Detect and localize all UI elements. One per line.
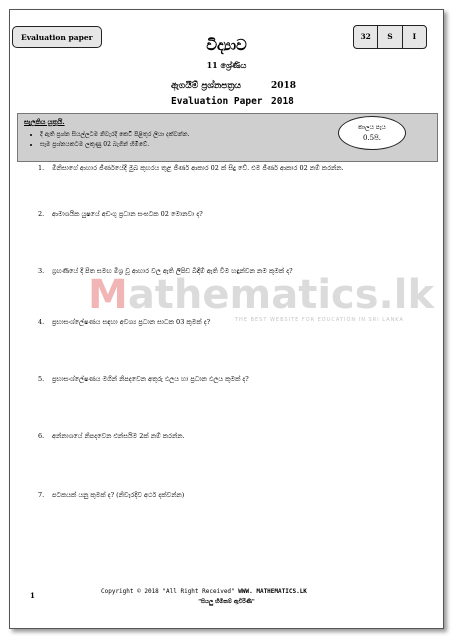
question-text: ග්‍රහණියේ දී පිත සමඟ මිශ්‍ර වූ ආහාර වල ඇති ලිපිඩ බිඳීම් ඇති වීම හඳුන්වන නම කුමක් ද? [52,267,293,275]
exam-label-si: ඇගයීම් ප්‍රශ්නපත්‍රය [171,81,242,91]
question-text: අන්නාශයේ නිපදවෙන එන්සයිම 2ක් නම් කරන්න. [52,432,185,440]
question-text: ආමාශයික යුෂයේ අඩංගු ප්‍රධාන සංඝටක 02 මොනවා ද? [52,210,203,218]
question-number: 2. [38,210,45,218]
copyright-text: Copyright © 2018 "All Right Received" [101,588,235,595]
question-number: 1. [38,164,45,172]
instructions-list [26,130,190,150]
page-number: 1 [30,591,35,600]
paper-type-tag: Evaluation paper [12,26,102,48]
question-number: 4. [38,318,45,326]
question-6 [38,432,185,441]
question-number: 6. [38,432,45,440]
instructions-heading: සැලකිය යුතුයි. [24,118,65,126]
watermark-logo [88,272,434,318]
code-part: I [412,32,417,41]
time-value: 0.5පි. [362,134,382,142]
time-label: කාලය පැය [358,124,386,131]
question-4 [38,318,210,327]
question-7 [38,491,184,500]
footer-site-link[interactable]: WWW. MATHEMATICS.LK [238,588,307,595]
exam-label-en: Evaluation Paper [171,96,263,107]
time-allowed-oval [338,116,406,150]
exam-year: 2018 [271,96,294,107]
subject-title: විද්‍යාව [206,36,247,54]
code-part: S [378,26,402,48]
question-number: 7. [38,491,45,499]
footer-tagline: "සියලු හිමිකම් ඇවිරිණි" [198,599,255,605]
code-part: 32 [354,26,378,48]
question-text: ප්‍රභාසංශ්ලේෂණය සඳහා අවශ්‍ය ප්‍රධාන සාධක 03 කුමක් ද? [52,318,211,326]
instruction-item: • සෑම ප්‍රශ්නයකටම ලකුණු 02 බැගින් හිමිවේ. [40,140,190,150]
question-2 [38,210,203,219]
instruction-item: • දී ඇති ප්‍රශ්න සියල්ලටම නිවැරදි කෙටි පිළිතුර ලියා දක්වන්න. [40,130,190,140]
question-1 [38,164,344,173]
exam-line-sinhala [171,81,297,91]
question-number: 3. [38,267,45,275]
exam-line-english [171,96,294,107]
watermark-initial: M [88,272,128,318]
grade-label: 11 ශ්‍රේණිය [206,60,247,70]
watermark-text: athematics.lk [127,272,435,318]
question-text: පටකයක් යනු කුමක් ද? (නිවැරදිව අර්ථ දක්වන්න) [52,491,185,499]
footer-copyright [101,588,307,595]
question-text: ප්‍රභාසංශ්ලේෂණය මගින් නිපදවෙන අතුරු ඵලය හා ප්‍රධාන ඵලය කුමක් ද? [52,375,249,383]
question-number: 5. [38,375,45,383]
exam-year: 2018 [271,81,297,91]
question-text: මිනිසාගේ ආහාර ජීර්ණයේදී මුඛ කුහරය තුළ ජීර්ණ ආකාර 02 ක් සිදු වේ. එම ජීර්ණ ආකාර 02 නම් කරන්න. [52,164,344,172]
question-5 [38,375,249,384]
watermark-subtitle: THE BEST WEBSITE FOR EDUCATION IN SRI LANKA [235,317,404,323]
